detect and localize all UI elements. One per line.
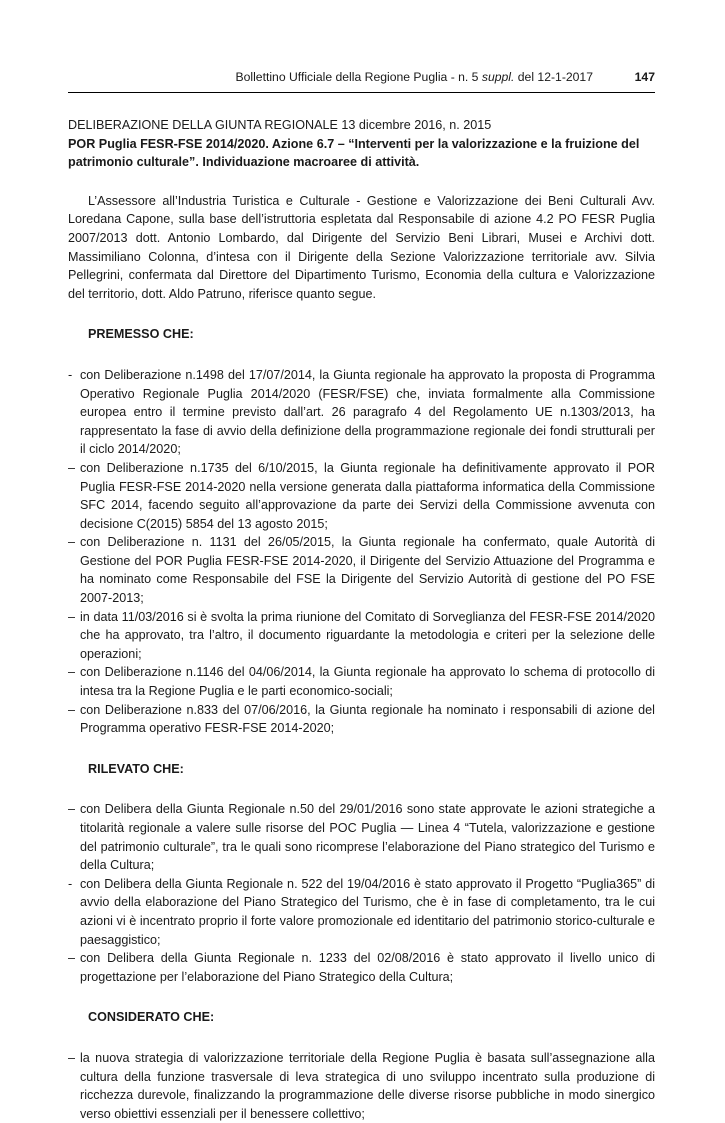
list-item: – con Delibera della Giunta Regionale n. 1233 del 02/08/2016 è stato approvato il livello unico di progettazione per l’elaborazione del Piano Strategico della Cultura;	[68, 949, 655, 986]
section-heading: PREMESSO CHE:	[88, 327, 194, 342]
list-item: – con Deliberazione n.1146 del 04/06/2014, la Giunta regionale ha approvato lo schema di protocollo di intesa tra la Regione Puglia e le parti economico-sociali;	[68, 663, 655, 700]
section-rilevato	[68, 760, 655, 987]
intro-paragraph: L’Assessore all’Industria Turistica e Culturale - Gestione e Valorizzazione dei Beni Culturali Avv. Loredana Capone, sulla base dell’istruttoria espletata dal Responsabile di azione 4.2 PO FESR Puglia 2007/2013 dott. Antonio Lombardo, dal Dirigente del Servizio Beni Librari, Musei e Archivi dott. Massimiliano Colonna, d’intesa con il Dirigente della Sezione Valorizzazione territoriale avv. Silvia Pellegrini, confermata dal Direttore del Dipartimento Turismo, Economia della cultura e Valorizzazione del territorio, dott. Aldo Patruno, riferisce quanto segue.	[68, 193, 655, 301]
list-item: – la nuova strategia di valorizzazione territoriale della Regione Puglia è basata sull’assegnazione alla cultura della funzione trasversale di leva strategica di uno sviluppo incentrato sulla produzione di ricchezza durevole, finalizzando la programmazione delle diverse risorse pubbliche in modo sinergico verso obiettivi essenziali per il benessere collettivo;	[68, 1049, 655, 1123]
section-premesso	[68, 325, 655, 737]
page-header	[68, 68, 655, 93]
list-item: – con Deliberazione n.833 del 07/06/2016, la Giunta regionale ha nominato i responsabili di azione del Programma operativo FESR-FSE 2014-2020;	[68, 701, 655, 738]
header-suppl: suppl.	[481, 70, 515, 84]
list-item: - con Deliberazione n.1498 del 17/07/2014, la Giunta regionale ha approvato la proposta di Programma Operativo Regionale Puglia 2014/2020 (FESR/FSE) che, inviata formalmente alla Commissione europea entro il termine previsto dall’art. 26 paragrafo 4 del Regolamento UE n.1303/2013, ha rappresentato la fase di avvio della definizione della programmazione regionale dei fondi strutturali per il ciclo 2014/2020;	[68, 366, 655, 459]
bulletin-header-title	[235, 70, 593, 84]
header-title-prefix: Bollettino Ufficiale della Regione Puglia - n. 5	[235, 70, 482, 84]
list-item: – con Deliberazione n. 1131 del 26/05/2015, la Giunta regionale ha confermato, quale Autorità di Gestione del POR Puglia FESR-FSE 2014-2020, il Dirigente del Servizio Attuazione del Programma e ha nominato come Responsabile del FSE la Dirigente del Servizio Autorità di gestione del PO FSE 2007-2013;	[68, 533, 655, 607]
rilevato-list	[68, 800, 655, 986]
section-heading: CONSIDERATO CHE:	[88, 1010, 215, 1025]
list-item: – in data 11/03/2016 si è svolta la prima riunione del Comitato di Sorveglianza del FESR-FSE 2014/2020 che ha approvato, tra l’altro, il documento riguardante la metodologia e criteri per la selezione delle operazioni;	[68, 608, 655, 664]
section-considerato	[68, 1008, 655, 1123]
premesso-list	[68, 366, 655, 738]
page-number: 147	[634, 70, 655, 84]
considerato-list	[68, 1049, 655, 1123]
document-body	[68, 116, 655, 1123]
section-heading: RILEVATO CHE:	[88, 761, 184, 776]
deliberation-line: DELIBERAZIONE DELLA GIUNTA REGIONALE 13 dicembre 2016, n. 2015	[68, 118, 492, 132]
list-item: – con Deliberazione n.1735 del 6/10/2015, la Giunta regionale ha definitivamente approvato il POR Puglia FESR-FSE 2014-2020 nella versione generata dalla piattaforma informatica della Commissione SFC 2014, facendo seguito all’approvazione da parte dei Servizi della Commissione avvenuta con decisione C(2015) 5854 del 13 agosto 2015;	[68, 459, 655, 533]
document-title: POR Puglia FESR-FSE 2014/2020. Azione 6.7 – “Interventi per la valorizzazione e la fruizione del patrimonio culturale”. Individuazione macroaree di attività.	[68, 136, 640, 170]
list-item: - con Delibera della Giunta Regionale n. 522 del 19/04/2016 è stato approvato il Progetto “Puglia365” di avvio della elaborazione del Piano Strategico del Turismo, che è in fase di completamento, tra le cui azioni vi è incentrato proprio il forte valore promozionale ed identitario del patrimonio storico-culturale e paesaggistico;	[68, 875, 655, 949]
list-item: – con Delibera della Giunta Regionale n.50 del 29/01/2016 sono state approvate le azioni strategiche a titolarità regionale a valere sulle risorse del POC Puglia — Linea 4 “Tutela, valorizzazione e gestione del patrimonio culturale”, tra le quali sono ricomprese l’elaborazione del Piano strategico del Turismo e della Cultura;	[68, 800, 655, 874]
header-title-suffix: del 12-1-2017	[514, 70, 593, 84]
